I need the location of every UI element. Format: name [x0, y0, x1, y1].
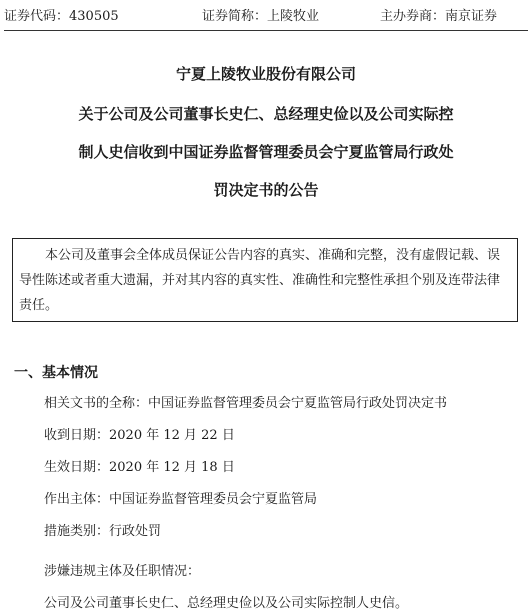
document-header	[0, 8, 532, 26]
effective-date: 生效日期：2020 年 12 月 18 日	[44, 460, 235, 475]
board-statement-text: 本公司及董事会全体成员保证公告内容的真实、准确和完整，没有虚假记载、误导性陈述或者重大遗漏，并对其内容的真实性、准确性和完整性承担个别及连带法律责任。	[19, 248, 501, 313]
stock-code: 证券代码：430505	[4, 9, 119, 24]
announcement-title-line-2: 制人史信收到中国证券监督管理委员会宁夏监管局行政处	[78, 143, 454, 161]
measure-category: 措施类别：行政处罚	[44, 524, 162, 539]
board-statement-box	[12, 238, 518, 322]
announcement-title-line-1: 关于公司及公司董事长史仁、总经理史俭以及公司实际控	[78, 105, 454, 123]
received-date: 收到日期：2020 年 12 月 22 日	[44, 428, 235, 443]
section-heading-basic-info: 一、基本情况	[14, 365, 98, 381]
lead-broker: 主办券商：南京证券	[380, 9, 498, 24]
violation-subject-label: 涉嫌违规主体及任职情况：	[44, 564, 201, 579]
header-divider	[4, 30, 528, 31]
violation-subject-text: 公司及公司董事长史仁、总经理史俭以及公司实际控制人史信。	[44, 596, 409, 611]
document-full-name: 相关文书的全称：中国证券监督管理委员会宁夏监管局行政处罚决定书	[44, 396, 448, 411]
announcement-title-line-3: 罚决定书的公告	[213, 181, 319, 199]
company-name-title: 宁夏上陵牧业股份有限公司	[175, 65, 356, 83]
stock-abbreviation: 证券简称：上陵牧业	[202, 9, 320, 24]
issuing-authority: 作出主体：中国证券监督管理委员会宁夏监管局	[44, 492, 318, 507]
